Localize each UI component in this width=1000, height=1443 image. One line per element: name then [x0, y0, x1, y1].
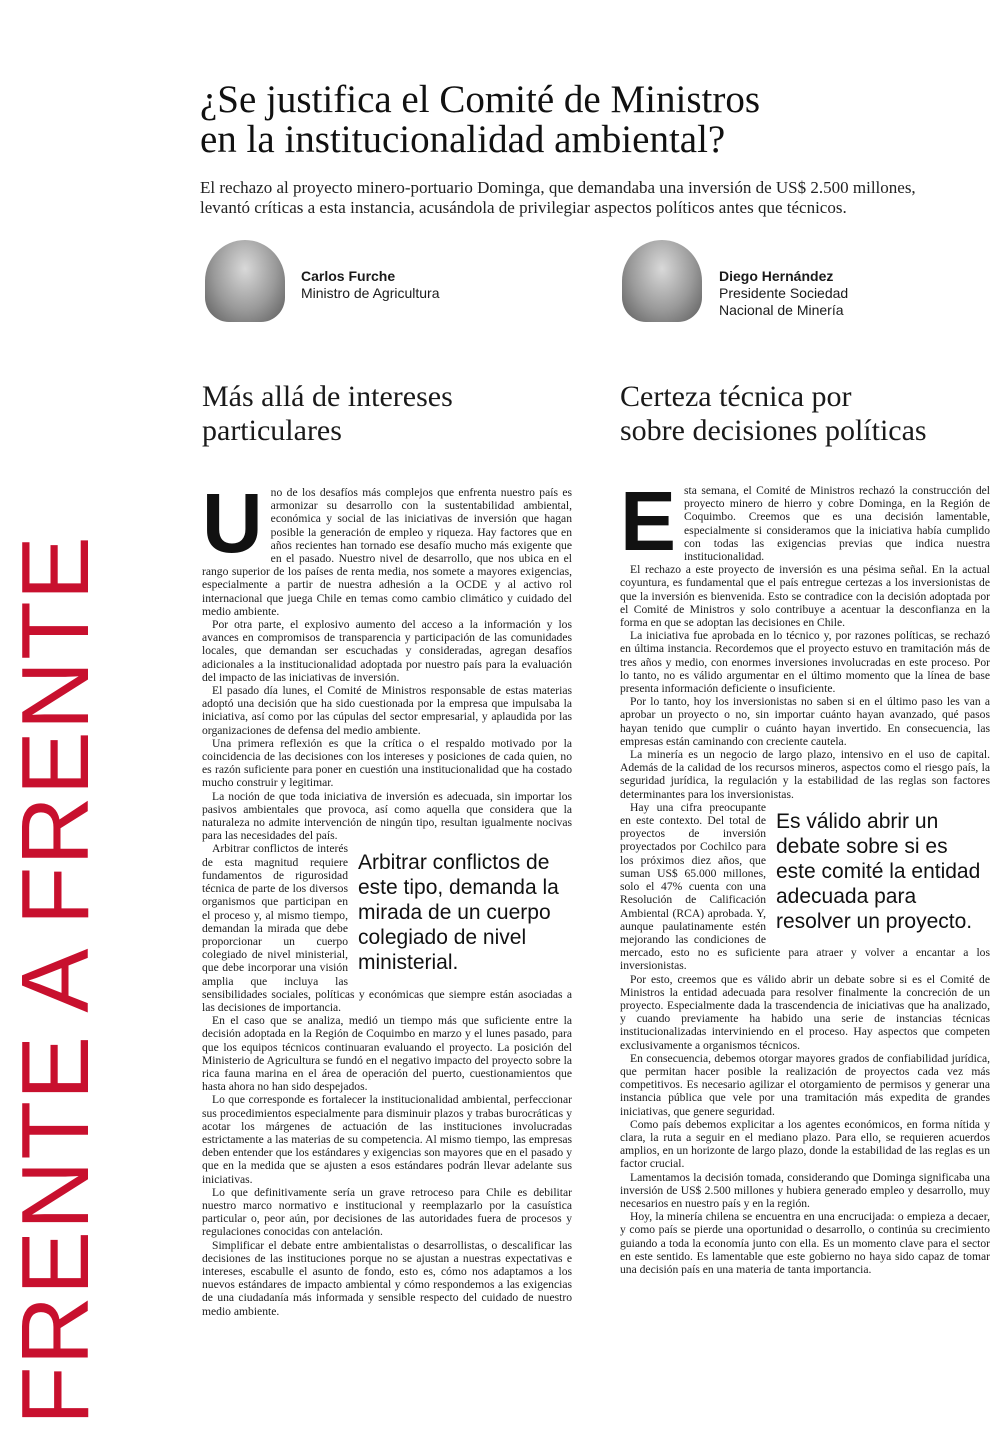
dek-line-1: El rechazo al proyecto minero-portuario Dominga, que demandaba una inversión de US$ 2.500 millones,: [200, 178, 916, 197]
section-label: FRENTE A FRENTE: [2, 535, 109, 1425]
right-paragraph: El rechazo a este proyecto de inversión es una pésima señal. En la actual coyuntura, es fundamental que el país entregue certezas a los inversionistas de que la inversión es bienvenida. Esto se contradice con la decisión adoptada por el Comité de Ministros y solo contribuye a acentuar la desconfianza en la forma en que se adoptan las decisiones en Chile.: [620, 563, 990, 630]
dek-line-2: levantó críticas a esta instancia, acusándola de privilegiar aspectos políticos antes que técnicos.: [200, 198, 847, 217]
left-title-line-1: Más allá de intereses: [202, 380, 453, 413]
left-paragraph: En el caso que se analiza, medió un tiempo más que suficiente entre la decisión adoptada en la Región de Coquimbo en marzo y el lunes pasado, para que los equipos técnicos continuaran evaluando el proyecto. La posición del Ministerio de Agricultura se fundó en el negativo impacto del proyecto sobre la rica fauna marina en el área de operación del puerto, cuestionamientos que hasta ahora no han sido despejados.: [202, 1014, 572, 1094]
headline-line-1: ¿Se justifica el Comité de Ministros: [200, 78, 760, 121]
left-pullquote: Arbitrar conflictos de este tipo, demanda la mirada de un cuerpo colegiado de nivel ministerial.: [358, 851, 559, 975]
author-name: Diego Hernández: [719, 268, 834, 284]
right-dropcap: E: [620, 484, 677, 568]
author-role: Ministro de Agricultura: [301, 285, 440, 301]
left-paragraph: Lo que definitivamente sería un grave retroceso para Chile es debilitar nuestro marco normativo e institucional y reemplazarlo por la casuística particular o, peor aún, por decisiones de las autoridades fuera de procesos y regulaciones conocidas con antelación.: [202, 1185, 572, 1239]
left-paragraph: Arbitrar conflictos de interés de esta magnitud requiere fundamentos de rigurosidad técnica de parte de los diversos organismos que participan en el proceso y, al mismo tiempo, demandan la mirada que debe proporcionar un cuerpo colegiado de nivel ministerial, que debe incorporar una visión amplia que incluya las sensibilidades sociales, políticas y económicas que siempre están asociadas a las decisiones de importancia.: [202, 842, 572, 1014]
right-title-line-2: sobre decisiones políticas: [620, 414, 927, 447]
right-paragraph: Por esto, creemos que es válido abrir un debate sobre si es el Comité de Ministros la entidad adecuada para resolver finalmente la concreción de un proyecto. Especialmente dada la trascendencia de iniciativas que ha analizado, y cuando previamente ha habido una serie de instancias técnicas institucionalizadas interviniendo en el proceso. Hay aspectos que competen exclusivamente a organismos técnicos.: [620, 972, 990, 1052]
author-right: [622, 240, 922, 330]
left-dropcap: U: [202, 486, 263, 570]
right-paragraph: Lamentamos la decisión tomada, considerando que Dominga significaba una inversión de US$ 2.500 millones y hubiera generado empleo y desarrollo, muy necesarios en nuestro país y en la región.: [620, 1170, 990, 1210]
dek: [200, 178, 980, 218]
author-left: [205, 240, 505, 330]
right-paragraph: sta semana, el Comité de Ministros rechazó la construcción del proyecto minero de hierro y cobre Dominga, en la Región de Coquimbo. Creemos que es una decisión lamentable, especialmente si consideramos que la iniciativa había cumplido con todas las exigencias previas que indica nuestra institucionalidad.: [684, 484, 990, 564]
author-photo-hernandez: [622, 240, 702, 322]
left-paragraph: El pasado día lunes, el Comité de Ministros responsable de estas materias adoptó una decisión que ha sido cuestionada por la empresa que impulsaba la iniciativa, así como por las cúpulas del sector empresarial, y aplaudida por las organizaciones de defensa del medio ambiente.: [202, 684, 572, 737]
headline: [200, 80, 980, 160]
left-paragraph: La noción de que toda iniciativa de inversión es adecuada, sin importar los pasivos ambientales que provoca, así como aquella que considera que la naturaleza no admite intervención de ningún tipo, resultan igualmente nocivas para las necesidades del país.: [202, 789, 572, 843]
right-paragraph: Como país debemos explicitar a los agentes económicos, en forma nítida y clara, la ruta a seguir en el mediano plazo. Para ello, se requieren acuerdos amplios, en un horizonte de largo plazo, donde la estabilidad de las reglas es un factor crucial.: [620, 1117, 990, 1171]
author-role: Presidente Sociedad Nacional de Minería: [719, 285, 849, 318]
headline-line-2: en la institucionalidad ambiental?: [200, 118, 726, 161]
right-pullquote: Es válido abrir un debate sobre si es este comité la entidad adecuada para resolver un proyecto.: [776, 809, 981, 933]
right-paragraph: En consecuencia, debemos otorgar mayores grados de confiabilidad jurídica, que permitan hacer posible la realización de proyectos cada vez más competitivos. Es necesario agilizar el otorgamiento de permisos y generar una instancia pública que vele por una tramitación más expedita de grandes iniciativas, que genere seguridad.: [620, 1051, 990, 1118]
right-title-line-1: Certeza técnica por: [620, 380, 852, 413]
left-column-title: [202, 380, 582, 448]
author-name: Carlos Furche: [301, 268, 396, 284]
left-column-body: [202, 486, 572, 1432]
left-paragraph: Una primera reflexión es que la crítica o el respaldo motivado por la coincidencia de las decisiones con los intereses y posiciones de cada quien, no es razón suficiente para poner en cuestión una institucionalidad que ha costado mucho construir y legitimar.: [202, 736, 572, 790]
left-paragraph: Lo que corresponde es fortalecer la institucionalidad ambiental, perfeccionar sus procedimientos especialmente para disminuir plazos y trabas burocráticas y acotar los márgenes de actuación de las instituciones involucradas estrictamente a las materias de su competencia. Al mismo tiempo, las empresas deben entender que los estándares y exigencias son mayores que en el pasado y que en la medida que se ajusten a esos estándares podrán llevar adelante sus iniciativas.: [202, 1093, 572, 1186]
right-column-body: [620, 484, 990, 1432]
right-paragraph: La minería es un negocio de largo plazo, intensivo en el uso de capital. Además de la calidad de los recursos mineros, aspectos como el riesgo país, la seguridad jurídica, la regulación y la estabilidad de las reglas son factores determinantes para los inversionistas.: [620, 748, 990, 801]
right-column-title: [620, 380, 990, 448]
right-paragraph: Hoy, la minería chilena se encuentra en una encrucijada: o empieza a decaer, y como país se pierde una oportunidad o desarrollo, o continúa su crecimiento guiando a toda la economía junto con ella. Es un momento clave para el sector en este sentido. Es lamentable que este gobierno no haya sido capaz de tomar una decisión país en una materia de tanta importancia.: [620, 1210, 990, 1276]
right-paragraph: La iniciativa fue aprobada en lo técnico y, por razones políticas, se rechazó en última instancia. Recordemos que el proyecto estuvo en tramitación más de tres años y medio, con enormes inversiones involucradas en este proceso. Por lo tanto, no es válido argumentar en el último momento que la línea de base presenta información deficiente o insuficiente.: [620, 629, 990, 696]
left-paragraph: no de los desafíos más complejos que enfrenta nuestro país es armonizar su desarrollo con la sustentabilidad ambiental, económica y social de las iniciativas de inversión que hagan posible la generación de empleo y riqueza. Hay factores que en años recientes han tornado ese desafío mucho más exigente que en el pasado. Nuestro nivel de desarrollo, que nos ubica en el rango superior de los países de renta media, nos somete a mayores exigencias, especialmente a partir de nuestra adhesión a la OCDE y al activo rol internacional que juega Chile en temas como cambio climático y cuidado del medio ambiente.: [202, 486, 572, 618]
author-photo-furche: [205, 240, 285, 322]
left-title-line-2: particulares: [202, 414, 342, 447]
right-paragraph: Por lo tanto, hoy los inversionistas no saben si en el último paso les van a aprobar un proyecto o no, sin importar cuánto hayan avanzado, qué pasos hayan tenido que cumplir o cuánto hayan invertido. En consecuencia, las empresas están caminando con creciente cautela.: [620, 695, 990, 748]
left-paragraph: Por otra parte, el explosivo aumento del acceso a la información y los avances en compromisos de transparencia y participación de las comunidades locales, que demandan ser escuchadas y consideradas, agregan desafíos adicionales a la institucionalidad adoptada por nuestro país para la evaluación del impacto de las iniciativas de inversión.: [202, 618, 572, 684]
left-paragraph: Simplificar el debate entre ambientalistas o desarrollistas, o descalificar las decisiones de las instituciones porque no se ajustan a nuestras expectativas e intereses, escabulle el asunto de fondo, esto es, cómo nos adaptamos a los nuevos estándares de impacto ambiental y cómo respondemos a las exigencias de una ciudadanía más informada y sensible respecto del cuidado de nuestro medio ambiente.: [202, 1238, 572, 1318]
right-paragraph: Hay una cifra preocupante en este contexto. Del total de proyectos de inversión proyectados por Cochilco para los próximos diez años, que suman US$ 65.000 millones, solo el 47% cuenta con una Resolución de Calificación Ambiental (RCA) aprobada. Y, aunque paulatinamente estén mejorando las condiciones de mercado, esto no es suficiente para atraer y volver a encantar a los inversionistas.: [620, 800, 990, 973]
